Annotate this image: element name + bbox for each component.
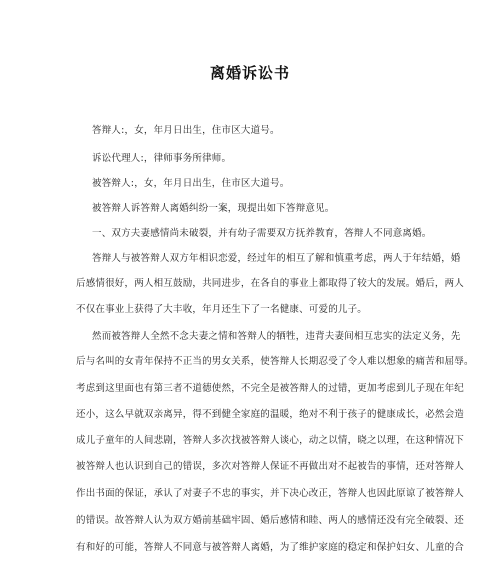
body-line: 后感情很好，两人相互鼓励，共同进步，在各自的事业上都取得了较大的发展。婚后，两人 [76, 278, 465, 289]
agent-info: 诉讼代理人:，律师事务所律师。 [92, 153, 232, 164]
plaintiff-info: 被答辩人:，女，年月日出生，住市区大道号。 [92, 178, 290, 189]
body-line: 然而被答辩人全然不念夫妻之情和答辩人的牺牲，违背夫妻间相互忠实的法定义务，先 [92, 331, 461, 342]
body-line: 成儿子童年的人间悲剧，答辩人多次找被答辩人谈心，动之以情，晓之以理，在这种情况下 [76, 435, 465, 446]
body-line: 被答辩人也认识到自己的错误，多次对答辩人保证不再做出对不起被告的事情，还对答辩人 [76, 461, 465, 472]
body-line: 不仅在事业上获得了大丰收，年月还生下了一名健康、可爱的儿子。 [76, 304, 368, 315]
section-one-heading: 一、双方夫妻感情尚未破裂，并有幼子需要双方抚养教育，答辩人不同意离婚。 [92, 228, 432, 239]
body-line: 还小，这么早就双亲离异，得不到健全家庭的温暖，绝对不利于孩子的健康成长，必然会造 [76, 409, 465, 420]
body-line: 的错误。故答辩人认为双方婚前基础牢固、婚后感情和睦、两人的感情还没有完全破裂、还 [76, 515, 465, 526]
body-line: 有和好的可能，答辩人不同意与被答辩人离婚，为了维护家庭的稳定和保护妇女、儿童的合 [76, 542, 465, 553]
body-line: 答辩人与被答辩人双方年相识恋爱，经过年的相互了解和慎重考虑，两人于年结婚，婚 [92, 253, 461, 264]
body-line: 作出书面的保证，承认了对妻子不忠的事实，并下决心改正，答辩人也因此原谅了被答辩人 [76, 488, 465, 499]
intro-statement: 被答辩人诉答辩人离婚纠纷一案，现提出如下答辩意见。 [92, 203, 335, 214]
body-line: 考虑到这里面也有第三者不道德使然，不完全是被答辩人的过错，更加考虑到儿子现在年纪 [76, 383, 465, 394]
respondent-info: 答辩人:，女，年月日出生，住市区大道号。 [92, 125, 280, 136]
document-title: 离婚诉讼书 [209, 64, 290, 82]
body-line: 后与名叫的女青年保持不正当的男女关系，使答辩人长期忍受了令人难以想象的痛苦和屈辱。 [76, 356, 474, 367]
